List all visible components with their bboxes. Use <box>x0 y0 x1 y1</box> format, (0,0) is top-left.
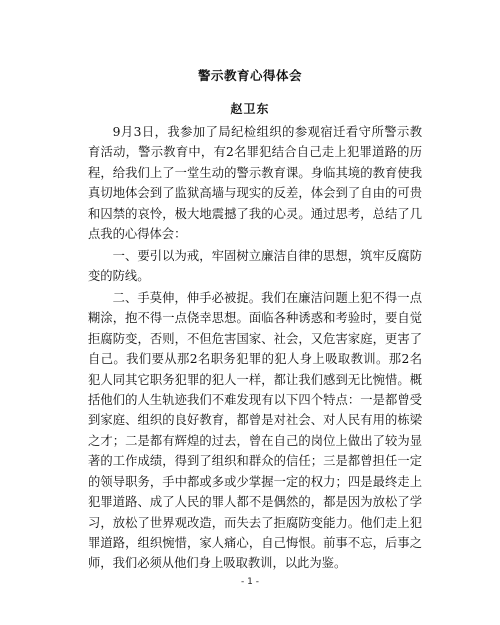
paragraph-point-one: 一、要引以为戒，牢固树立廉洁自律的思想，筑牢反腐防变的防线。 <box>88 248 422 284</box>
document-body <box>88 122 422 574</box>
document-author: 赵卫东 <box>230 102 270 116</box>
page-number: - 1 - <box>241 577 259 587</box>
paragraph-point-two: 二、手莫伸，伸手必被捉。我们在廉洁问题上犯不得一点糊涂，抱不得一点侥幸思想。面临各种诱惑和考验时，要自觉拒腐防变，否则，不但危害国家、社会，又危害家庭，更害了自己。我们要从那2名职务犯罪的犯人身上吸取教训。那2名犯人同其它职务犯罪的犯人一样，都让我们感到无比惋惜。概括他们的人生轨迹我们不难发现有以下四个特点：一是都曾受到家庭、组织的良好教育，都曾是对社会、对人民有用的栋梁之才；二是都有辉煌的过去，曾在自己的岗位上做出了较为显著的工作成绩，得到了组织和群众的信任；三是都曾担任一定的领导职务，手中都或多或少掌握一定的权力；四是最终走上犯罪道路、成了人民的罪人都不是偶然的，都是因为放松了学习，放松了世界观改造，而失去了拒腐防变能力。他们走上犯罪道路，组织惋惜，家人痛心，自己悔恨。前事不忘，后事之师，我们必须从他们身上吸取教训，以此为鉴。 <box>88 291 422 571</box>
paragraph-intro: 9月3日，我参加了局纪检组织的参观宿迁看守所警示教育活动，警示教育中，有2名罪犯结合自己走上犯罪道路的历程，给我们上了一堂生动的警示教育课。身临其境的教育使我真切地体会到了监狱高墙与现实的反差，体会到了自由的可贵和囚禁的哀怜，极大地震撼了我的心灵。通过思考，总结了几点我的心得体会： <box>88 125 422 242</box>
document-title: 警示教育心得体会 <box>197 68 302 83</box>
